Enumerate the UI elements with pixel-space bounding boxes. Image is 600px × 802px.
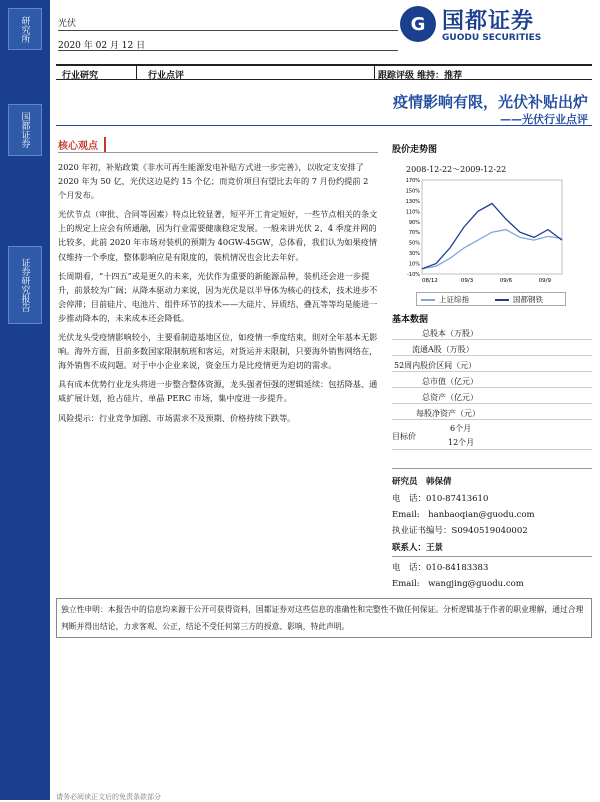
chart-legend <box>416 292 566 306</box>
series-line-0 <box>422 230 562 269</box>
sidebar <box>0 0 50 800</box>
row-label: 总股本（万股） <box>422 329 478 338</box>
title-divider <box>56 125 592 126</box>
legend-swatch-stock <box>495 299 509 301</box>
table-row <box>392 422 592 450</box>
logo-mark-icon: G <box>400 6 436 42</box>
analyst-name: 韩保倩 <box>426 477 452 487</box>
legend-label-stock: 国都钢铁 <box>513 295 543 304</box>
logo-text-en: GUODU SECURITIES <box>442 33 542 43</box>
plot-area <box>422 180 562 274</box>
analyst-cert: 执业证书编号：S0940519040002 <box>392 526 528 536</box>
x-tick-label: 09/3 <box>460 278 474 284</box>
sidebar-tab-report: 证券研究报告 <box>8 246 42 324</box>
analyst-role: 研究员 <box>392 477 418 487</box>
analyst-phone: 电 话：010-87413610 <box>392 494 489 504</box>
logo-text-cn: 国都证券 <box>442 9 535 34</box>
y-tick-label: 130% <box>405 198 420 205</box>
report-title: 疫情影响有限，光伏补贴出炉 <box>392 93 588 111</box>
row-label: 流通A股（万股） <box>412 345 474 354</box>
fundamentals-heading: 基本数据 <box>392 315 429 325</box>
report-body <box>58 160 378 430</box>
analyst-divider <box>392 556 592 557</box>
target-12m: 12个月 <box>448 438 475 447</box>
category-industry-research: 行业研究 <box>62 71 99 81</box>
core-divider <box>58 152 378 153</box>
sidebar-tab-company: 国都证券 <box>8 104 42 156</box>
series-line-1 <box>422 204 562 269</box>
chart-date-range: 2008-12-22～2009-12-22 <box>406 165 507 174</box>
y-tick-label: 50% <box>408 240 420 247</box>
company-logo <box>400 4 570 48</box>
legend-swatch-index <box>421 299 435 301</box>
category-bar <box>56 64 592 80</box>
header-divider <box>58 30 398 31</box>
contact-phone: 电 话：010-84183383 <box>392 563 489 573</box>
y-tick-label: 150% <box>405 188 420 195</box>
table-row <box>392 406 592 420</box>
risk-warning: 风险提示：行业竞争加剧、市场需求不及预期、价格持续下跌等。 <box>58 412 296 423</box>
y-tick-label: 170% <box>405 178 420 184</box>
analyst-divider <box>392 468 592 469</box>
bar-separator <box>374 66 375 79</box>
y-tick-label: -10% <box>407 272 420 278</box>
y-tick-label: 90% <box>408 219 420 226</box>
paragraph: 长周期看，“十四五”或是更久的未来，光伏作为重要的新能源品种，装机还会进一步提升，前景较为广阔；从降本驱动力来说，因为光伏是以半导体为核心的技术，技术进步不会停滞；目前硅片、电池片、组件环节的技术——大硅片、异质结、叠瓦等等均是能进一步推动降本的，未来成本还会降低。 <box>58 270 378 323</box>
table-row <box>392 326 592 340</box>
y-tick-label: 10% <box>408 261 420 268</box>
table-row <box>392 342 592 356</box>
bar-separator <box>136 66 137 79</box>
legend-label-index: 上证综指 <box>439 295 469 304</box>
footer: 请务必阅读正文后的免责条款部分 <box>56 793 161 801</box>
stock-chart <box>392 162 592 312</box>
report-subtitle: ——光伏行业点评 <box>500 113 588 126</box>
y-tick-label: 70% <box>408 230 420 237</box>
x-tick-label: 09/9 <box>538 278 552 284</box>
x-tick-label: 09/6 <box>499 278 513 284</box>
analyst-title <box>392 475 452 487</box>
table-row <box>392 358 592 372</box>
row-label: 52周内股价区间（元） <box>394 361 477 370</box>
y-tick-label: 30% <box>408 251 420 258</box>
table-row <box>392 390 592 404</box>
stock-chart-heading: 股价走势图 <box>392 145 438 155</box>
paragraph: 2020 年初，补贴政策《非水可再生能源发电补贴方式进一步完善》，以收定支安排了 2020 年为 50 亿，光伏这边是约 15 个亿；而竞价项目有望比去年的 7 月份约提前 2 个月发布。 <box>58 162 369 201</box>
table-row <box>392 374 592 388</box>
analyst-email: Email: hanbaoqian@guodu.com <box>392 510 535 520</box>
contact-name: 王景 <box>426 543 444 553</box>
paragraph: 光伏节点（审批、合同等因素）特点比较显著，短平开工肯定短好，一些节点相关的条文上的规定上应会有所通融，因为行业需要健康稳定发展。一般来讲光伏 2、4 季度并网的比较多，此前 2020 年市场对装机的预期为 40GW-45GW，总体看，我们认为如果疫情仅维持一个季度，整体影响应是有限度的，装机情况也会比去年好。 <box>58 209 378 262</box>
sidebar-tab-research: 研究所 <box>8 8 42 50</box>
x-tick-label: 08/12 <box>422 278 438 284</box>
header-divider <box>58 50 398 51</box>
paragraph: 具有成本优势行业龙头将进一步整合整体资源，龙头强者恒强的逻辑延续：包括降基、通威扩展计划，抢占硅片、单晶 PERC 市场，集中度进一步提升。 <box>58 379 378 404</box>
contact-email: Email: wangjing@guodu.com <box>392 579 524 589</box>
contact-title <box>392 541 443 553</box>
contact-role: 联系人： <box>392 543 427 553</box>
header-sector: 光伏 <box>58 19 77 29</box>
report-date: 2020 年 02 月 12 日 <box>58 41 146 51</box>
stock-chart-svg <box>392 162 592 312</box>
target-6m: 6个月 <box>450 424 472 433</box>
row-label: 总资产（亿元） <box>422 393 478 402</box>
disclaimer: 独立性申明：本报告中的信息均来源于公开可获得资料，国都证券对这些信息的准确性和完整性不做任何保证。分析逻辑基于作者的职业理解，通过合理判断并得出结论，力求客观、公正，结论不受任何第三方的授意、影响，特此声明。 <box>56 598 592 638</box>
rating: 跟踪评级 维持：推荐 <box>378 71 463 81</box>
row-label: 目标价 <box>392 432 416 441</box>
paragraph: 光伏龙头受疫情影响较小，主要看制造基地区位，如疫情一季度结束，則对全年基本无影响。海外方面，目前多数国家限制航班和客运，对货运并未限制，只要海外销售网络在，海外销售不成问题。对于中小企业来说，资金压力是比疫情更为迫切的需求。 <box>58 332 378 371</box>
row-label: 总市值（亿元） <box>422 377 478 386</box>
row-label: 每股净资产（元） <box>416 409 480 418</box>
core-heading: 核心观点 <box>58 137 106 152</box>
y-tick-label: 110% <box>405 209 420 216</box>
category-industry-comment: 行业点评 <box>148 71 185 81</box>
